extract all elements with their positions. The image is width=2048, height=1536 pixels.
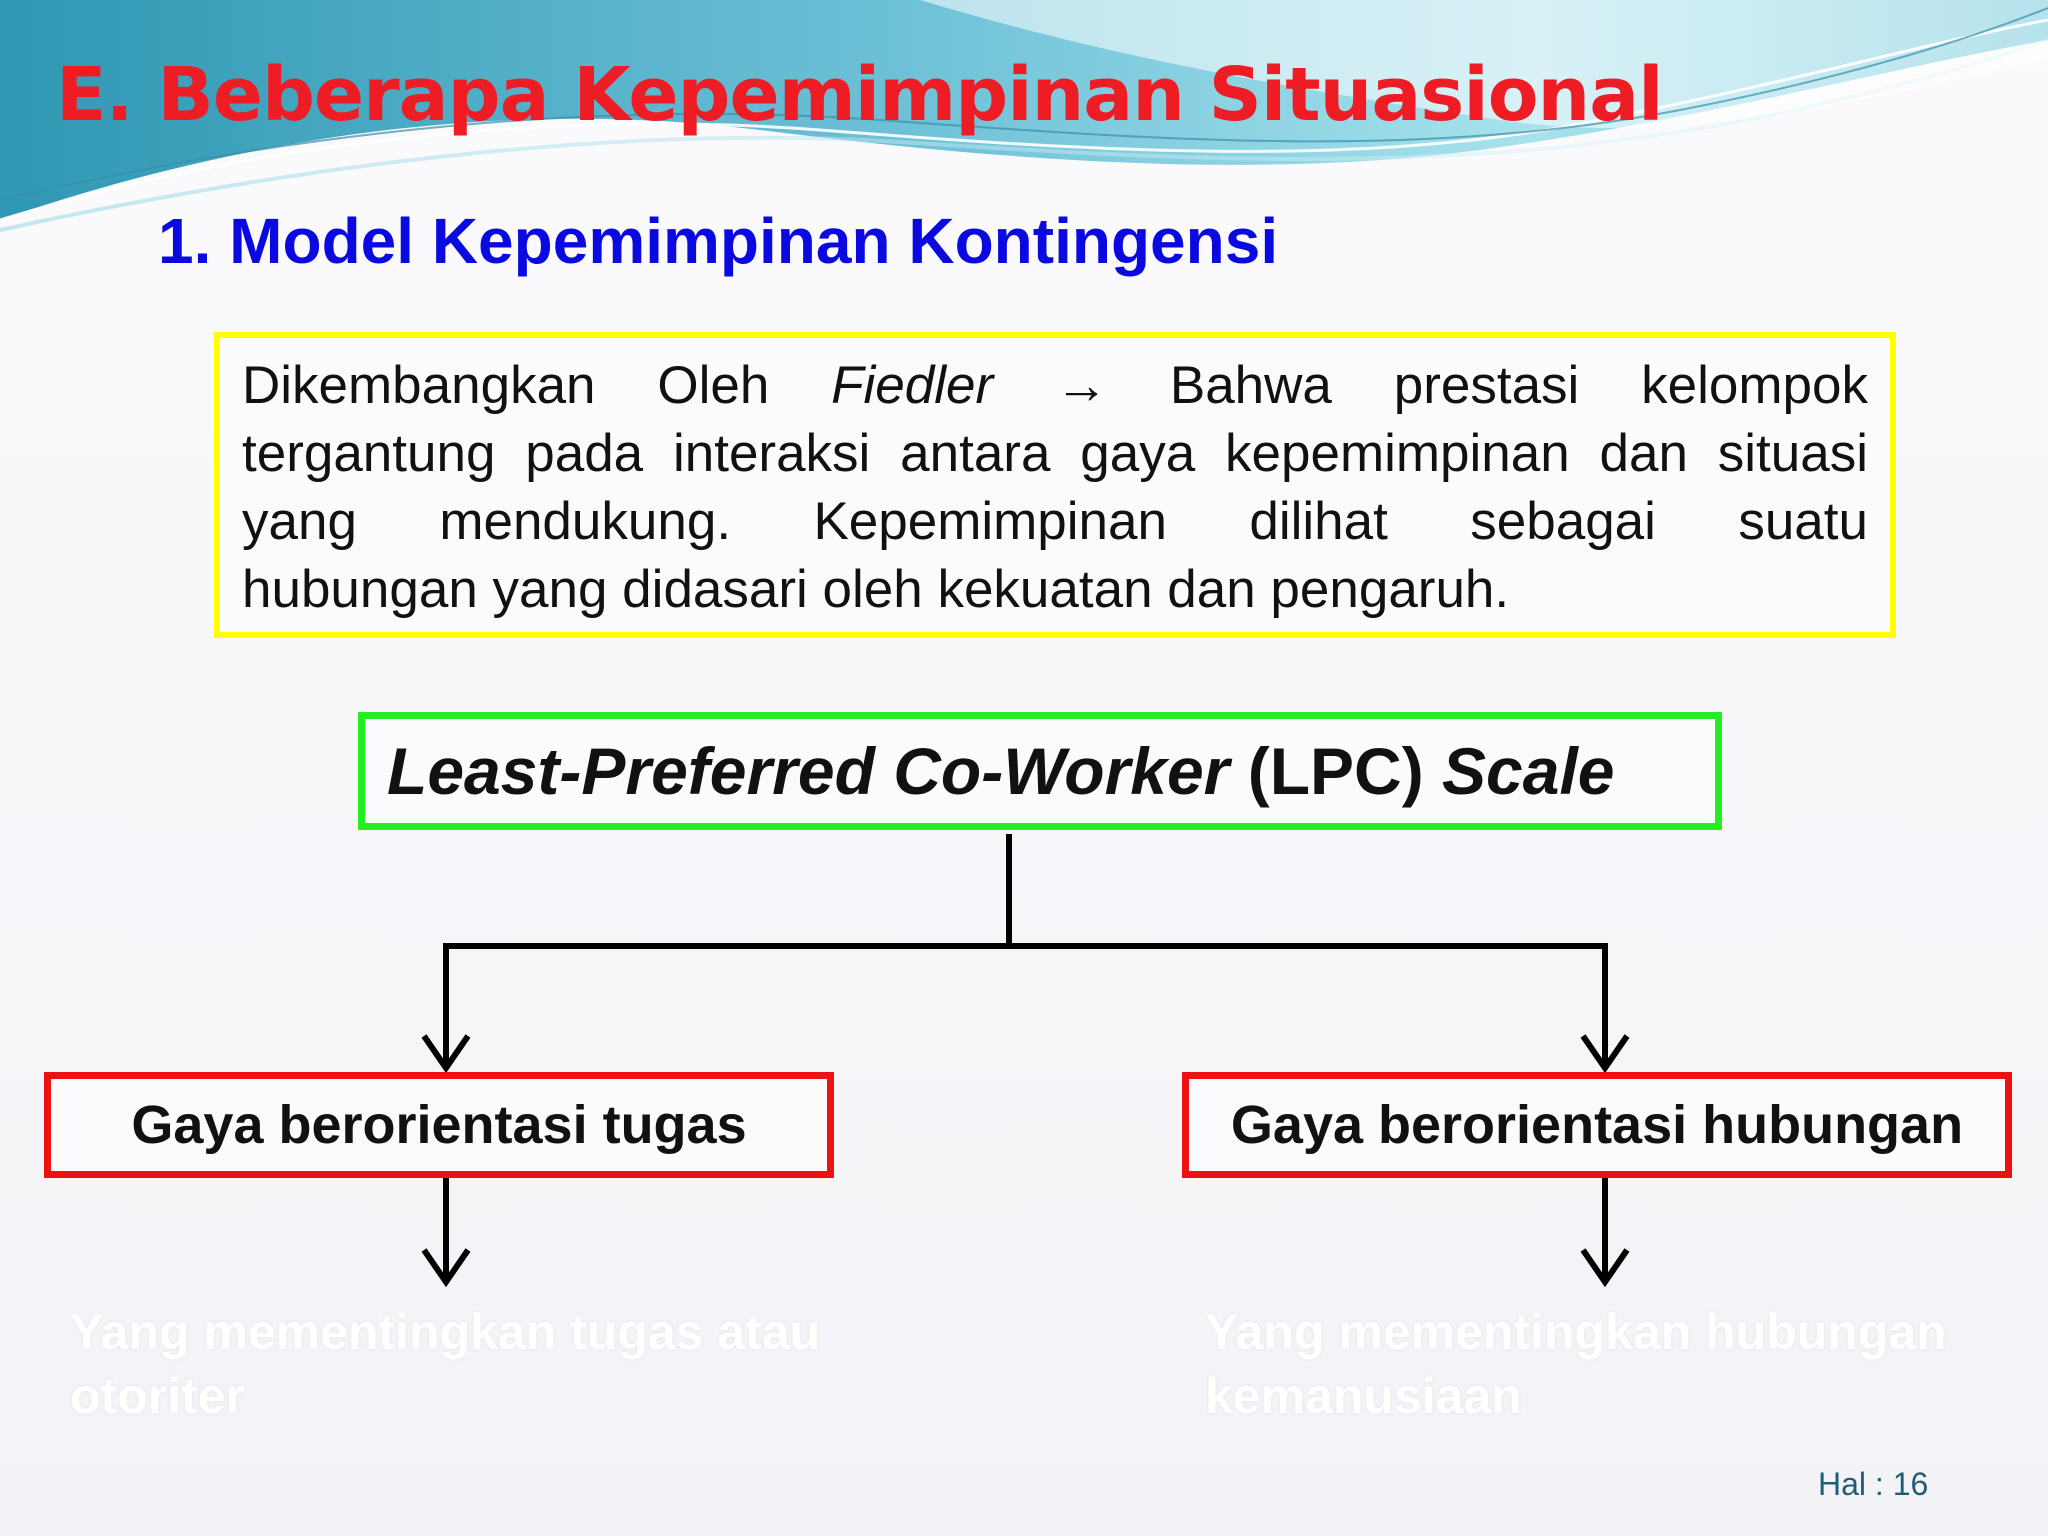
arrowhead-right-bottom: [1583, 1250, 1627, 1282]
description-text: [242, 352, 1868, 624]
arrowhead-left-top: [424, 1036, 468, 1068]
description-line-1: [242, 352, 1868, 420]
arrow-icon: →: [1055, 356, 1109, 415]
node-relationship-oriented: Gaya berorientasi hubungan: [1182, 1072, 2012, 1178]
diagram-root-node: [358, 712, 1722, 830]
root-label-plain: (LPC): [1229, 734, 1443, 808]
description-line-4: hubungan yang didasari oleh kekuatan dan pengaruh.: [242, 560, 1510, 619]
left-detail-text: Yang mementingkan tugas atau otoriter: [70, 1304, 821, 1424]
section-subtitle: 1. Model Kepemimpinan Kontingensi: [158, 205, 1279, 277]
description-box: [214, 332, 1896, 638]
description-emphasis: Fiedler: [831, 356, 994, 415]
description-line-3: yang mendukung. Kepemimpinan dilihat sebagai suatu: [242, 492, 1868, 551]
right-detail-text: Yang mementingkan hubungan kemanusiaan: [1205, 1304, 1947, 1424]
description-line-2: tergantung pada interaksi antara gaya kepemimpinan dan situasi: [242, 424, 1868, 483]
page-number: Hal : 16: [1818, 1466, 1929, 1502]
arrowhead-right-top: [1583, 1036, 1627, 1068]
root-label-italic-1: Least-Preferred Co-Worker: [387, 734, 1230, 808]
arrowhead-left-bottom: [424, 1250, 468, 1282]
node-task-oriented: Gaya berorientasi tugas: [44, 1072, 834, 1178]
description-line-1-rest: Bahwa prestasi kelompok: [1169, 356, 1868, 415]
slide-title: E. Beberapa Kepemimpinan Situasional: [56, 52, 1663, 138]
root-label-italic-2: Scale: [1442, 734, 1615, 808]
description-prefix: Dikembangkan Oleh: [242, 356, 832, 415]
